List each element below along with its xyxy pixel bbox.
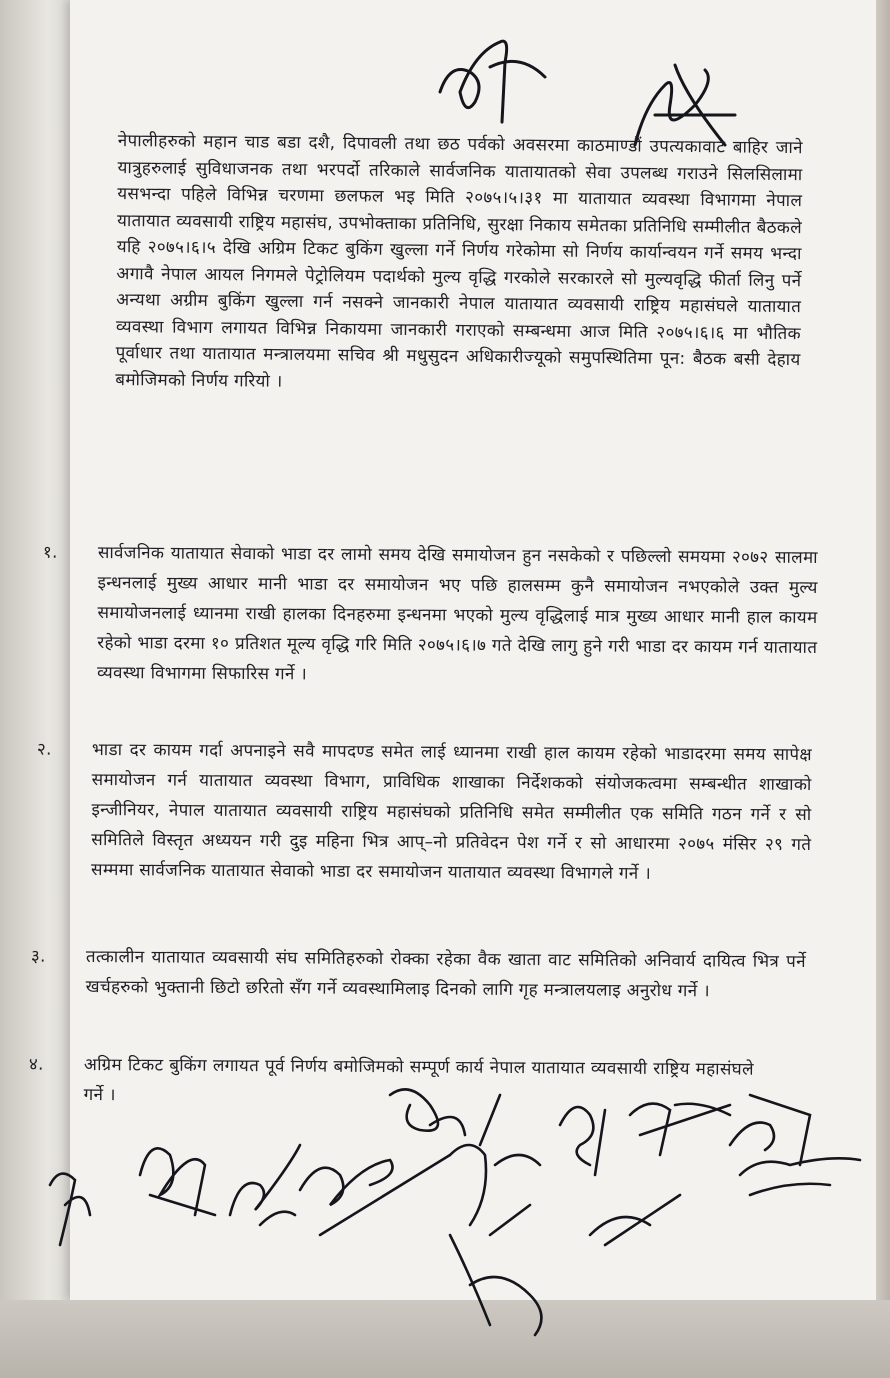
item-text: भाडा दर कायम गर्दा अपनाइने सवै मापदण्ड समेत लाई ध्यानमा राखी हाल कायम रहेको भाडादरमा समय सापेक्ष समायोजन गर्न यातायात व्यवस्था विभाग, प्राविधिक शाखाका निर्देशकको संयोजकत्वमा सम्बन्धीत शाखाको इन्जीनियर, नेपाल यातायात व्यवसायी राष्ट्रिय महासंघको प्रतिनिधि समेत सम्मीलीत एक समिति गठन गर्ने र सो समितिले विस्तृत अध्ययन गरी दुइ महिना भित्र आप्–नो प्रतिवेदन पेश गर्ने र सो आधारमा २०७५ मंसिर २९ गते सम्ममा सार्वजनिक यातायात सेवाको भाडा दर समायोजन यातायात व्यवस्था विभागले गर्ने । xyxy=(90,739,812,884)
decision-item-3 xyxy=(30,942,806,1007)
top-signature-1 xyxy=(430,22,550,127)
item-text: सार्वजनिक यातायात सेवाको भाडा दर लामो समय देखि समायोजन हुन नसकेको र पछिल्लो समयमा २०७२ सालमा इन्धनलाई मुख्य आधार मानी भाडा दर समायोजन भए पछि हालसम्म कुनै समायोजन नभएकोले उक्त मुल्य समायोजनलाई ध्यानमा राखी हालका दिनहरुमा इन्धनमा भएको मुल्य वृद्धिलाई मात्र मुख्य आधार मानी हाल कायम रहेको भाडा दरमा १० प्रतिशत मूल्य वृद्धि गरि मिति २०७५।६।७ गते देखि लागु हुने गरी भाडा दर कायम गर्न यातायात व्यवस्था विभागमा सिफारिस गर्ने । xyxy=(96,542,818,685)
item-text: अग्रिम टिकट बुकिंग लगायत पूर्व निर्णय बमोजिमको सम्पूर्ण कार्य नेपाल यातायात व्यवसायी राष्ट्रिय महासंघले गर्ने । xyxy=(83,1054,754,1106)
item-number: २. xyxy=(36,739,52,760)
signature-cluster xyxy=(30,1085,880,1350)
item-text: तत्कालीन यातायात व्यवसायी संघ समितिहरुको रोक्का रहेका वैक खाता वाट समितिको अनिवार्य दायित्व भित्र पर्ने खर्चहरुको भुक्तानी छिटो छरितो सँग गर्ने व्यवस्थामिलाइ दिनको लागि गृह मन्त्रालयलाइ अनुरोध गर्ने । xyxy=(85,946,806,1002)
item-number: ३. xyxy=(30,946,46,967)
intro-paragraph: नेपालीहरुको महान चाड बडा दशै, दिपावली तथा छठ पर्वको अवसरमा काठमाण्डौं उपत्यकावाट बाहिर जाने यात्रुहरुलाई सुविधाजनक तथा भरपर्दो तरिकाले सार्वजनिक यातायातको सेवा उपलब्ध गराउने सिलसिलामा यसभन्दा पहिले विभिन्न चरणमा छलफल भइ मिति २०७५।५।३१ मा यातायात व्यवस्था विभागमा नेपाल यातायात व्यवसायी राष्ट्रिय महासंघ, उपभोक्ताका प्रतिनिधि, सुरक्षा निकाय समेतका प्रतिनिधि सम्मीलीत बैठकले यहि २०७५।६।५ देखि अग्रिम टिकट बुकिंग खुल्ला गर्ने निर्णय गरेकोमा सो निर्णय कार्यान्वयन गर्ने समय भन्दा अगावै नेपाल आयल निगमले पेट्रोलियम पदार्थको मुल्य वृद्धि गरकोले सरकारले सो मुल्यवृद्धि फीर्ता लिनु पर्ने अन्यथा अग्रीम बुकिंग खुल्ला गर्न नसक्ने जानकारी नेपाल यातायात व्यवसायी राष्ट्रिय महासंघले यातायात व्यवस्था विभाग लगायत विभिन्न निकायमा जानकारी गराएको सम्बन्धमा आज मिति २०७५।६।६ मा भौतिक पूर्वाधार तथा यातायात मन्त्रालयमा सचिव श्री मधुसुदन अधिकारीज्यूको समुपस्थितिमा पून: बैठक बसी देहाय बमोजिमको निर्णय गरियो । xyxy=(115,130,803,392)
decision-item-2 xyxy=(36,735,812,890)
item-number: ४. xyxy=(28,1054,44,1075)
item-number: १. xyxy=(42,542,58,563)
decision-item-1 xyxy=(42,538,818,693)
